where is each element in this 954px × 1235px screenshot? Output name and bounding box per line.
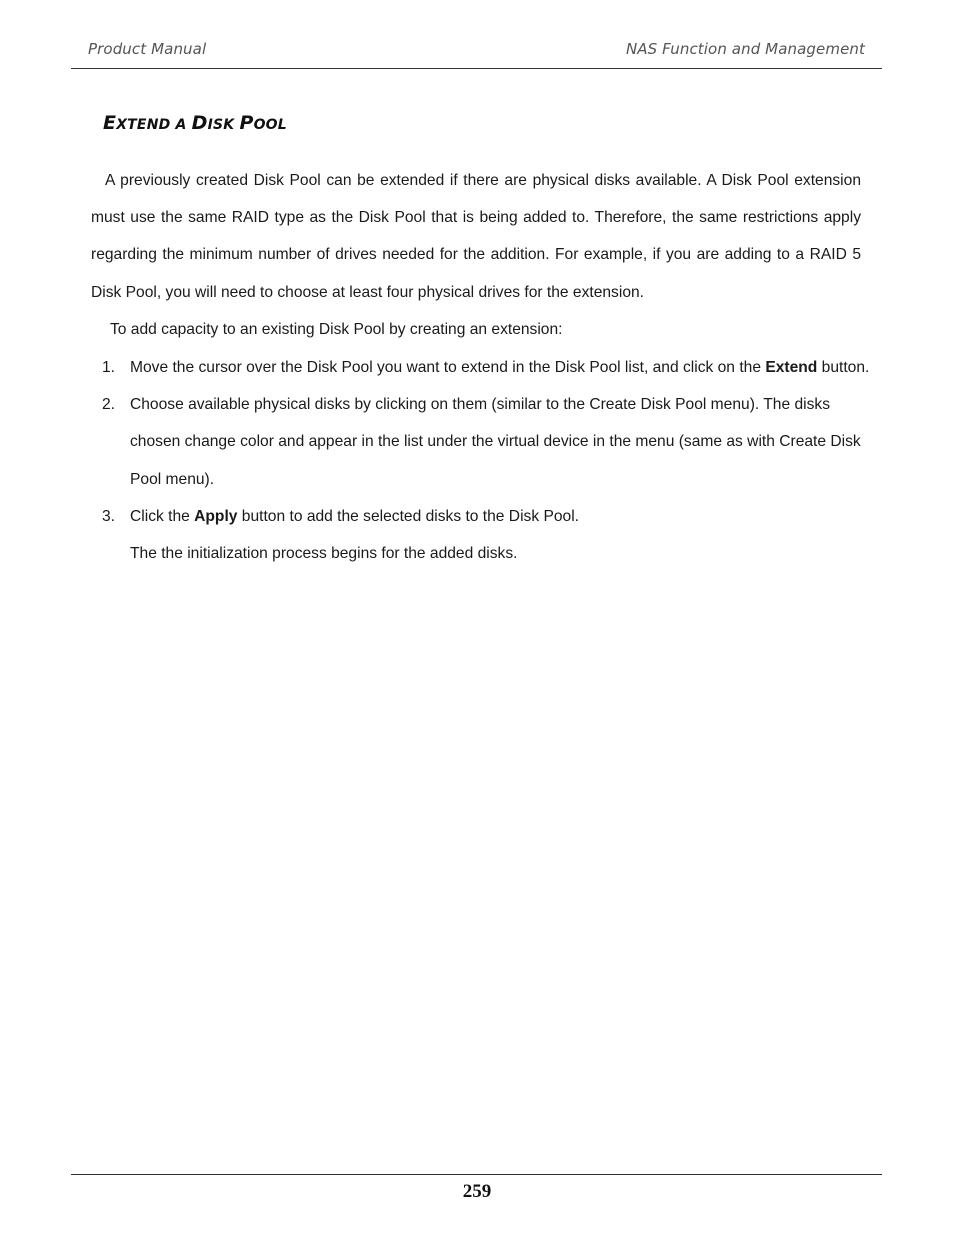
step-item — [91, 349, 871, 386]
step-text: button. — [817, 359, 870, 376]
step-number: 2. — [102, 396, 116, 414]
title-smallcaps: OOL — [253, 117, 287, 133]
running-header-right: NAS Function and Management — [625, 40, 865, 58]
intro-paragraph: A previously created Disk Pool can be extended if there are physical disks available. A Disk Pool extension must use the same RAID type as the Disk Pool that is being added to. Therefore, the same restrictions apply regarding the minimum number of drives needed for the addition. For example, if you are adding to a RAID 5 Disk Pool, you will need to choose at least four physical drives for the extension. — [91, 172, 861, 301]
footer-rule — [71, 1174, 882, 1175]
running-header-left: Product Manual — [88, 40, 207, 58]
title-initial: E — [103, 112, 117, 134]
step-number: 3. — [102, 507, 116, 525]
title-smallcaps: ISK — [207, 117, 240, 133]
step-bold-term: Apply — [194, 507, 238, 525]
step-item — [91, 498, 871, 572]
title-initial: P — [239, 112, 254, 134]
step-text: Move the cursor over the Disk Pool you want to extend in the Disk Pool list, and click on the — [130, 359, 766, 376]
lead-sentence: To add capacity to an existing Disk Pool by creating an extension: — [110, 321, 563, 338]
step-item — [91, 386, 871, 498]
step-text: button to add the selected disks to the Disk Pool. — [237, 507, 580, 525]
steps-list — [91, 349, 871, 572]
header-rule — [71, 68, 882, 69]
title-initial: D — [191, 112, 208, 134]
section-title — [103, 112, 287, 134]
step-text: Choose available physical disks by clicking on them (similar to the Create Disk Pool menu). The disks chosen change color and appear in the list under the virtual device in the menu (same as with Create Disk Pool menu). — [130, 396, 861, 488]
step-bold-term: Extend — [765, 359, 818, 376]
step-text: Click the — [130, 507, 195, 525]
title-smallcaps: XTEND A — [116, 117, 192, 133]
step-note: The the initialization process begins for the added disks. — [130, 545, 518, 563]
step-number: 1. — [102, 359, 116, 376]
page-number: 259 — [462, 1181, 492, 1202]
